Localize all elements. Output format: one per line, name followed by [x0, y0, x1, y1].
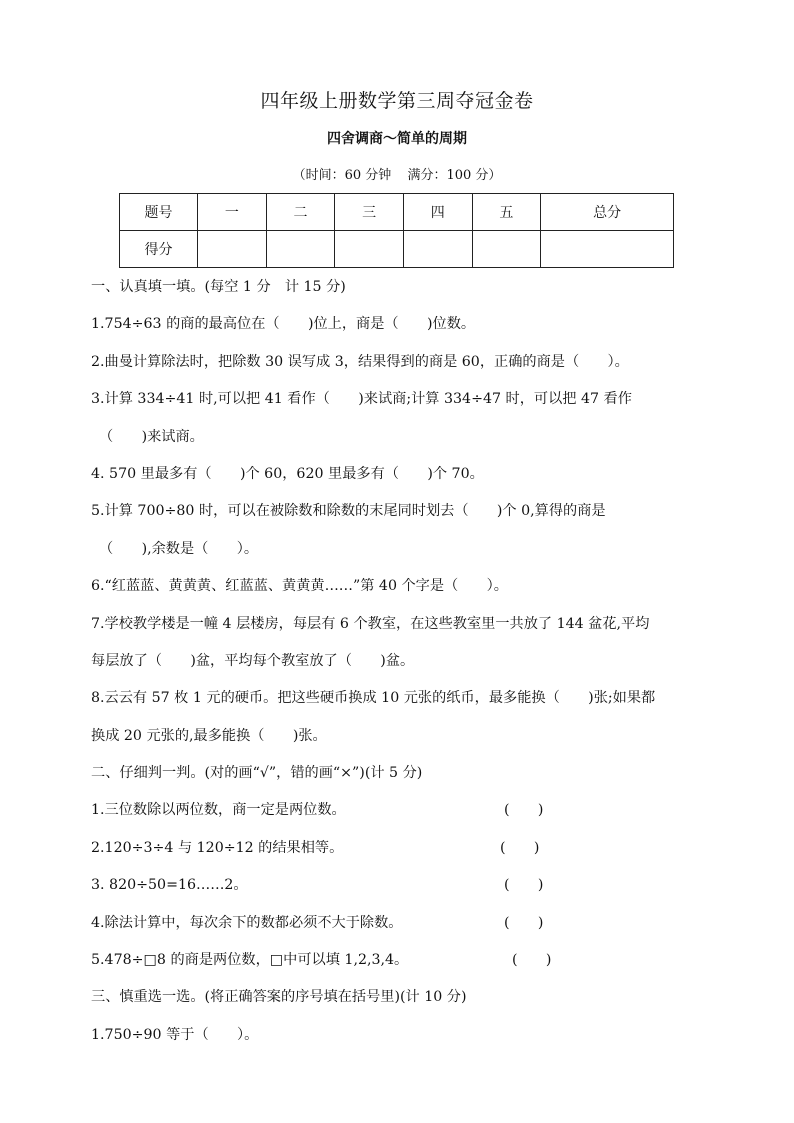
- judge-text: 3. 820÷50=16……2。: [91, 877, 248, 894]
- judge-text: 1.三位数除以两位数，商一定是两位数。: [91, 802, 346, 819]
- judge-item: [91, 947, 721, 984]
- exam-meta: [0, 164, 794, 183]
- score-table: [119, 193, 674, 268]
- question-1: 1.754÷63 的商的最高位在（ )位上，商是（ )位数。: [91, 316, 476, 333]
- question-body: [91, 274, 721, 1059]
- question-8-line1: 8.云云有 57 枚 1 元的硬币。把这些硬币换成 10 元张的纸币，最多能换（ )张;如果都: [91, 690, 656, 707]
- question-7-line2: 每层放了（ )盆，平均每个教室放了（ )盆。: [91, 652, 415, 669]
- question-7-line1: 7.学校教学楼是一幢 4 层楼房，每层有 6 个教室，在这些教室里一共放了 144 盆花,平均: [91, 615, 650, 632]
- answer-paren[interactable]: ( ): [504, 914, 544, 931]
- answer-paren[interactable]: ( ): [500, 839, 540, 856]
- question-4: 4. 570 里最多有（ )个 60，620 里最多有（ )个 70。: [91, 465, 484, 482]
- judge-item: [91, 797, 721, 834]
- judge-text: 5.478÷□8 的商是两位数，□中可以填 1,2,3,4。: [91, 952, 409, 969]
- question-3-line1: 3.计算 334÷41 时,可以把 41 看作（ )来试商;计算 334÷47 时，可以把 47 看作: [91, 391, 632, 408]
- judge-item: [91, 872, 721, 909]
- judge-text: 2.120÷3÷4 与 120÷12 的结果相等。: [91, 839, 344, 856]
- section1-heading: 一、认真填一填。(每空 1 分 计 15 分): [91, 279, 346, 295]
- answer-paren[interactable]: ( ): [504, 877, 544, 894]
- question-3-line2: （ )来试商。: [99, 428, 204, 445]
- row-label: 得分: [120, 231, 198, 268]
- header-cell: 三: [335, 194, 404, 231]
- answer-paren[interactable]: ( ): [512, 952, 552, 969]
- score-table-score-row: [120, 231, 674, 268]
- header-cell: 总分: [541, 194, 674, 231]
- header-cell: 五: [472, 194, 541, 231]
- page-title: 四年级上册数学第三周夺冠金卷: [260, 90, 534, 112]
- question-8-line2: 换成 20 元张的,最多能换（ )张。: [91, 727, 327, 744]
- score-cell[interactable]: [335, 231, 404, 268]
- question-5-line2: （ ),余数是（ ）。: [99, 540, 259, 557]
- score-cell[interactable]: [541, 231, 674, 268]
- full-score: 满分：100 分）: [407, 168, 502, 183]
- score-cell[interactable]: [403, 231, 472, 268]
- question-6: 6.“红蓝蓝、黄黄黄、红蓝蓝、黄黄黄……”第 40 个字是（ ）。: [91, 578, 508, 595]
- score-cell[interactable]: [266, 231, 335, 268]
- question-5-line1: 5.计算 700÷80 时，可以在被除数和除数的末尾同时划去（ )个 0,算得的商是: [91, 503, 606, 520]
- judge-text: 4.除法计算中，每次余下的数都必须不大于除数。: [91, 914, 403, 931]
- header-cell: 四: [403, 194, 472, 231]
- header-cell: 二: [266, 194, 335, 231]
- choice-question-1: 1.750÷90 等于（ ）。: [91, 1026, 259, 1043]
- question-2: 2.曲曼计算除法时，把除数 30 误写成 3，结果得到的商是 60，正确的商是（ ）。: [91, 353, 629, 370]
- score-cell[interactable]: [472, 231, 541, 268]
- judge-item: [91, 835, 721, 872]
- header-cell: 题号: [120, 194, 198, 231]
- section2-heading: 二、仔细判一判。(对的画“√”，错的画“×”)(计 5 分): [91, 765, 423, 782]
- page-subtitle: 四舍调商～简单的周期: [327, 131, 467, 147]
- header-cell: 一: [198, 194, 267, 231]
- section3-heading: 三、慎重选一选。(将正确答案的序号填在括号里)(计 10 分): [91, 989, 467, 1006]
- score-cell[interactable]: [198, 231, 267, 268]
- score-table-header-row: [120, 194, 674, 231]
- time-limit: （时间：60 分钟: [292, 168, 392, 183]
- answer-paren[interactable]: ( ): [504, 802, 544, 819]
- judge-item: [91, 910, 721, 947]
